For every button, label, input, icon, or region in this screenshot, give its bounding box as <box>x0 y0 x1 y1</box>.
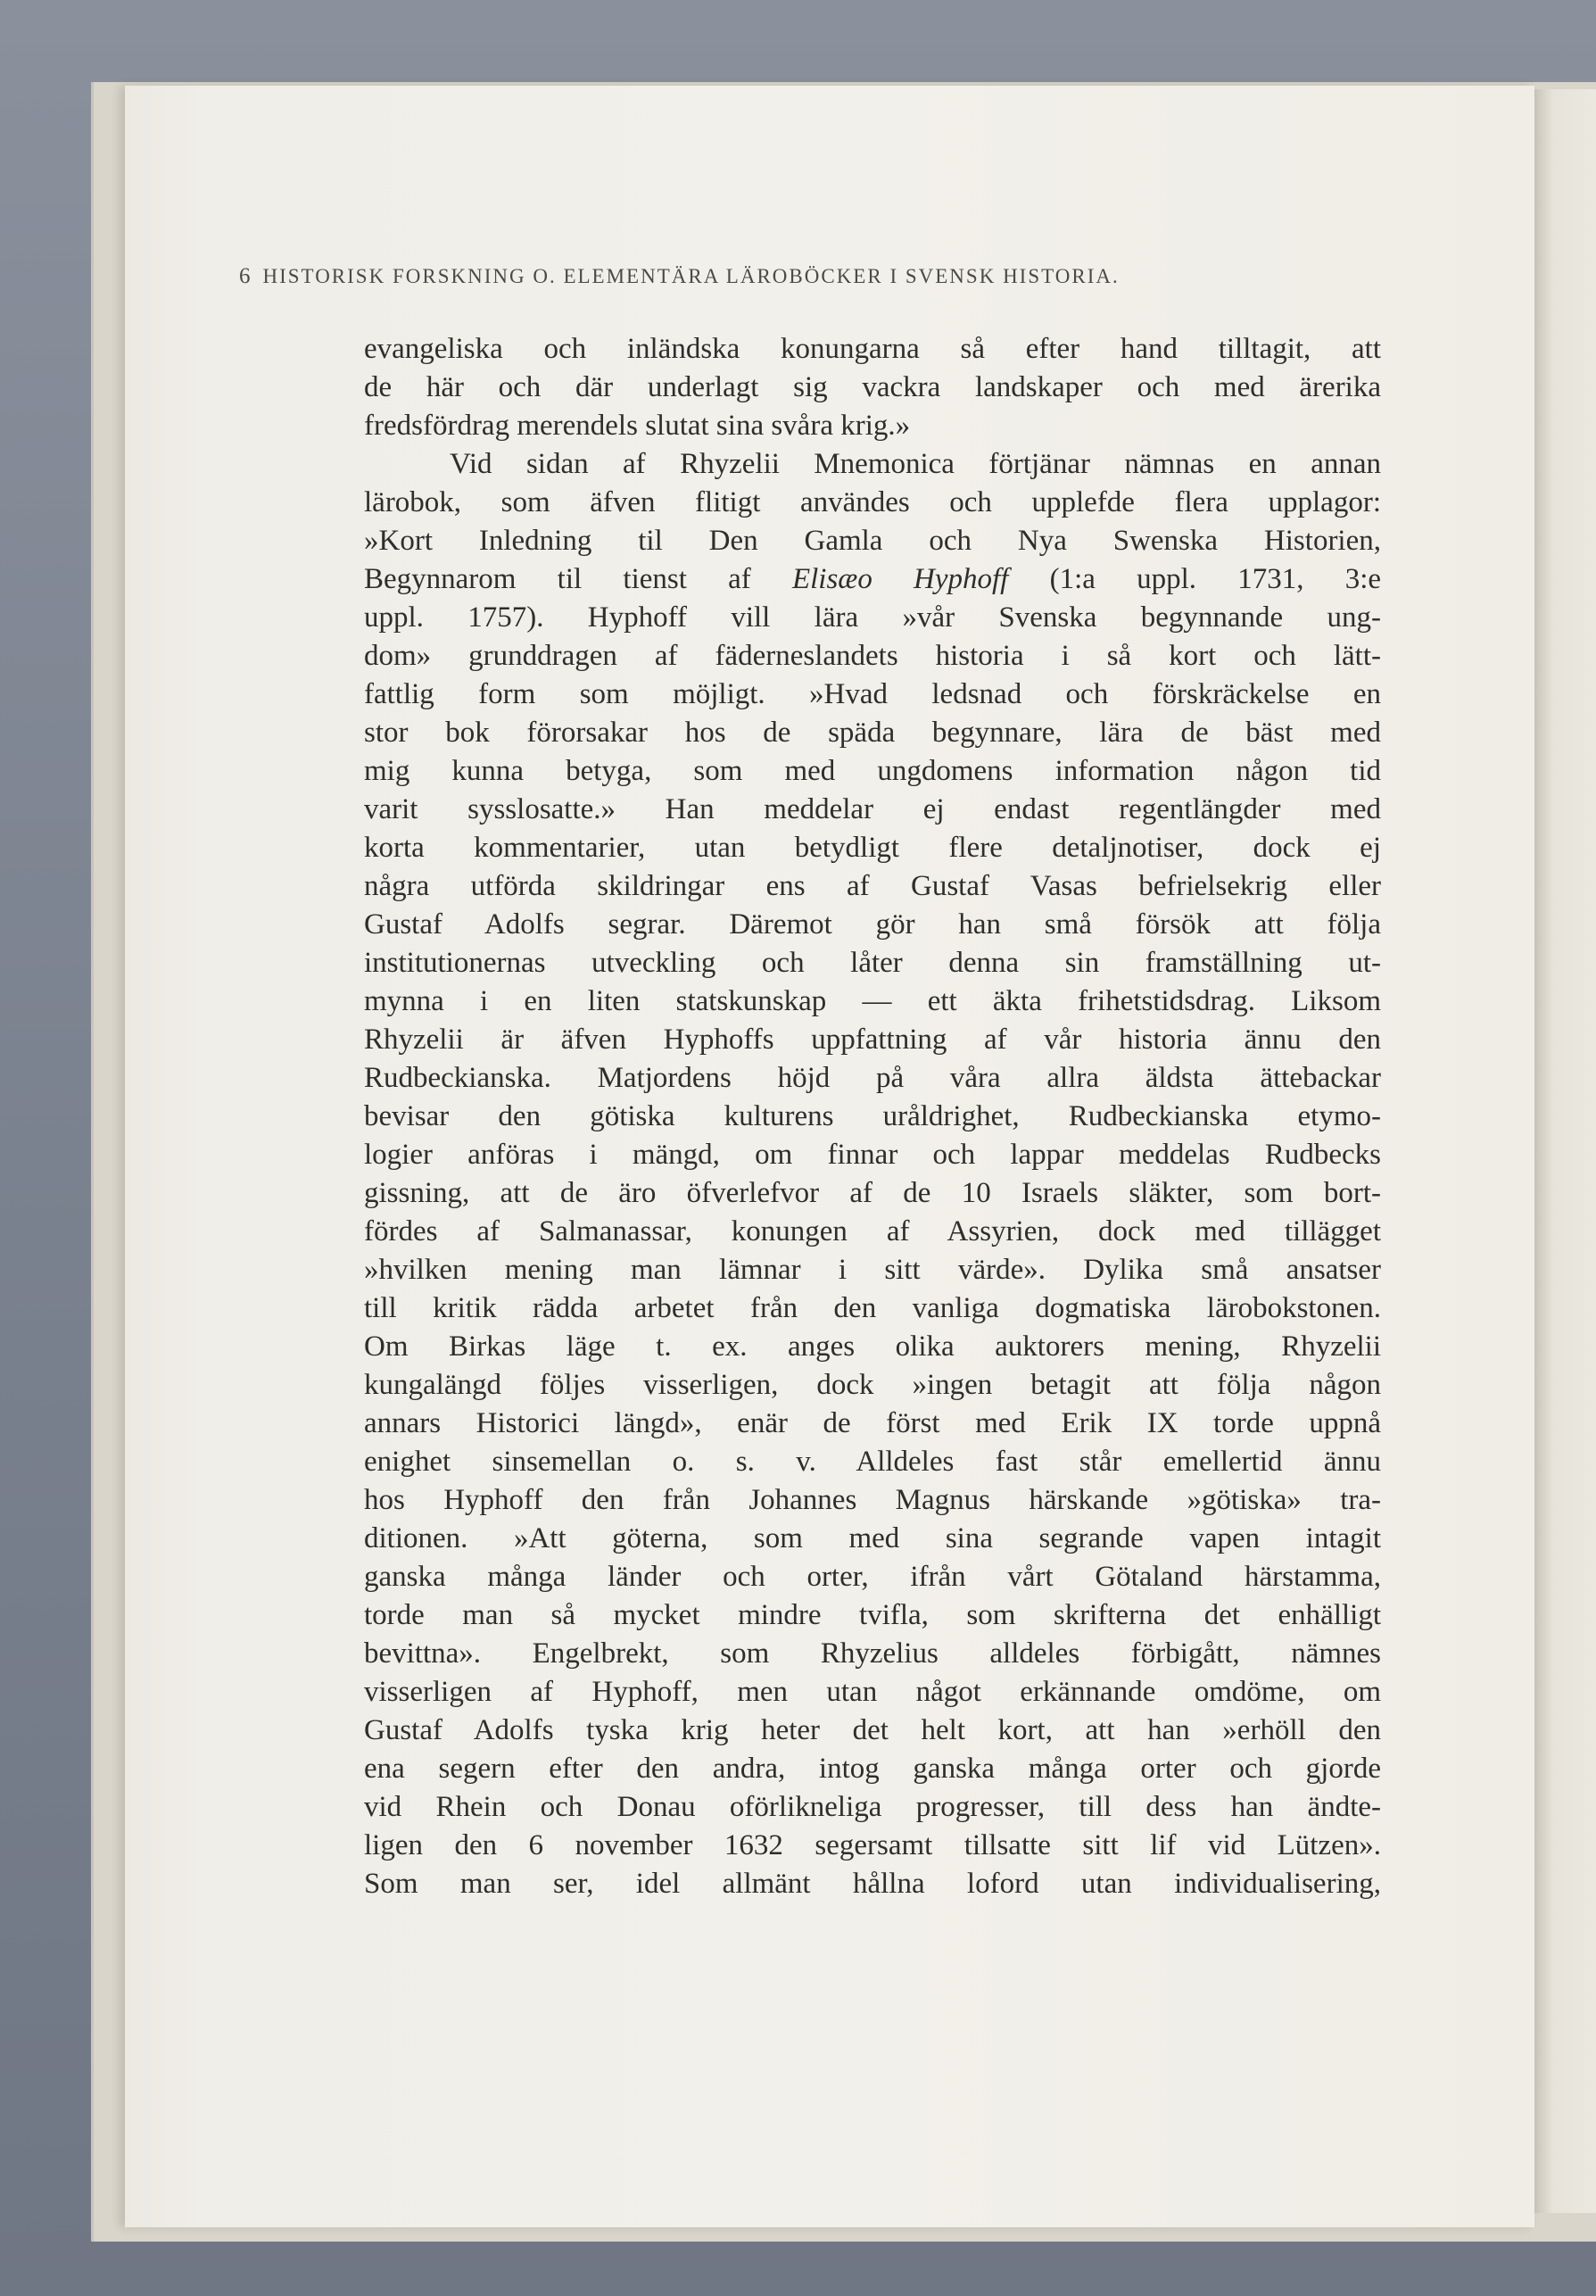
text-line: Vid sidan af Rhyzelii Mnemonica förtjänar nämnas en annan <box>450 448 1381 480</box>
page-number: 6 <box>239 264 251 288</box>
text-line: Rhyzelii är äfven Hyphoffs uppfattning af vår historia ännu den <box>364 1024 1381 1056</box>
text-line: ditionen. »Att göterna, som med sina segrande vapen intagit <box>364 1522 1381 1554</box>
text-line: korta kommentarier, utan betydligt flere detaljnotiser, dock ej <box>364 832 1381 864</box>
text-line: enighet sinsemellan o. s. v. Alldeles fast står emellertid ännu <box>364 1446 1381 1478</box>
text-segment: Begynnarom til tienst af <box>364 563 751 595</box>
text-line: logier anföras i mängd, om finnar och lappar meddelas Rudbecks <box>364 1139 1381 1171</box>
text-line: lärobok, som äfven flitigt användes och upplefde flera upplagor: <box>364 486 1381 518</box>
running-header <box>239 264 1363 289</box>
running-title: HISTORISK FORSKNING O. ELEMENTÄRA LÄROBÖCKER I SVENSK HISTORIA. <box>262 265 1120 287</box>
text-line: till kritik rädda arbetet från den vanliga dogmatiska lärobokstonen. <box>364 1292 1381 1324</box>
text-line: mig kunna betyga, som med ungdomens information någon tid <box>364 755 1381 787</box>
text-line: Rudbeckianska. Matjordens höjd på våra allra äldsta ättebackar <box>364 1062 1381 1094</box>
text-line: fördes af Salmanassar, konungen af Assyrien, dock med tillägget <box>364 1215 1381 1247</box>
text-line: varit sysslosatte.» Han meddelar ej endast regentlängder med <box>364 793 1381 825</box>
text-line: fattlig form som möjligt. »Hvad ledsnad och förskräckelse en <box>364 678 1381 710</box>
text-line: bevittna». Engelbrekt, som Rhyzelius alldeles förbigått, nämnes <box>364 1637 1381 1670</box>
text-line: annars Historici längd», enär de först med Erik IX torde uppnå <box>364 1407 1381 1439</box>
text-line: Gustaf Adolfs tyska krig heter det helt kort, att han »erhöll den <box>364 1714 1381 1746</box>
text-line: de här och där underlagt sig vackra landskaper och med ärerika <box>364 371 1381 403</box>
author-name-italic: Elisæo Hyphoff <box>791 563 1009 595</box>
edition-note: (1:a uppl. 1731, 3:e <box>1049 563 1381 595</box>
text-line: Om Birkas läge t. ex. anges olika auktorers mening, Rhyzelii <box>364 1330 1381 1363</box>
text-line: bevisar den götiska kulturens uråldrighet, Rudbeckianska etymo- <box>364 1100 1381 1132</box>
text-line: »hvilken mening man lämnar i sitt värde». Dylika små ansatser <box>364 1254 1381 1286</box>
text-line: torde man så mycket mindre tvifla, som skrifterna det enhälligt <box>364 1599 1381 1631</box>
facing-page-edge <box>1534 89 1596 2213</box>
text-line: ganska många länder och orter, ifrån vårt Götaland härstamma, <box>364 1561 1381 1593</box>
text-line: mynna i en liten statskunskap — ett äkta frihetstidsdrag. Liksom <box>364 985 1381 1017</box>
text-line: visserligen af Hyphoff, men utan något erkännande omdöme, om <box>364 1676 1381 1708</box>
text-line: ligen den 6 november 1632 segersamt tillsatte sitt lif vid Lützen». <box>364 1829 1381 1861</box>
text-line: Gustaf Adolfs segrar. Däremot gör han små försök att följa <box>364 908 1381 941</box>
text-line: gissning, att de äro öfverlefvor af de 10 Israels släkter, som bort- <box>364 1177 1381 1209</box>
text-line: »Kort Inledning til Den Gamla och Nya Swenska Historien, <box>364 525 1381 557</box>
text-line: stor bok förorsakar hos de späda begynnare, lära de bäst med <box>364 717 1381 749</box>
text-line: hos Hyphoff den från Johannes Magnus härskande »götiska» tra- <box>364 1484 1381 1516</box>
text-line: vid Rhein och Donau oförlikneliga progresser, till dess han ändte- <box>364 1791 1381 1823</box>
text-line-composite <box>364 560 1381 599</box>
text-line: dom» grunddragen af fäderneslandets historia i så kort och lätt- <box>364 640 1381 672</box>
text-line: kungalängd följes visserligen, dock »ingen betagit att följa någon <box>364 1369 1381 1401</box>
text-line: evangeliska och inländska konungarna så efter hand tilltagit, att <box>364 333 1381 365</box>
text-line: institutionernas utveckling och låter denna sin framställning ut- <box>364 947 1381 979</box>
text-line: några utförda skildringar ens af Gustaf Vasas befrielsekrig eller <box>364 870 1381 902</box>
text-line: Som man ser, idel allmänt hållna loford utan individualisering, <box>364 1868 1381 1900</box>
text-line: uppl. 1757). Hyphoff vill lära »vår Svenska begynnande ung- <box>364 601 1381 634</box>
body-text <box>364 330 1381 1903</box>
text-line: ena segern efter den andra, intog ganska många orter och gjorde <box>364 1753 1381 1785</box>
text-line: fredsfördrag merendels slutat sina svåra krig.» <box>364 410 911 442</box>
